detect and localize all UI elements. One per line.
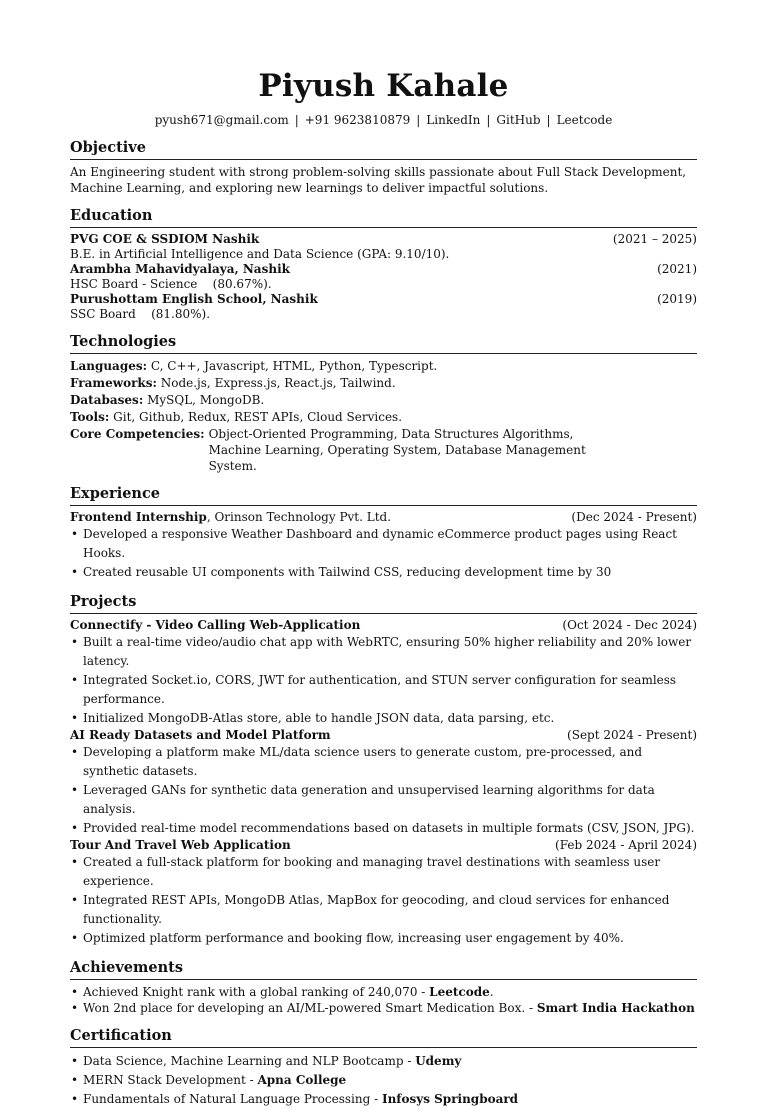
experience-role: Frontend Internship xyxy=(70,510,207,524)
list-item: • Created a full-stack platform for booking and managing travel destinations with seamless user experience. xyxy=(70,853,697,891)
contact-line: pyush671@gmail.com | +91 9623810879 | LinkedIn | GitHub | Leetcode xyxy=(154,113,613,127)
achievements-section xyxy=(70,959,697,1016)
linkedin-link[interactable]: LinkedIn xyxy=(426,113,481,127)
experience-section xyxy=(70,485,697,582)
email-link[interactable]: pyush671@gmail.com xyxy=(154,113,289,127)
section-title: Education xyxy=(70,207,697,228)
list-item: • Developing a platform make ML/data science users to generate custom, pre-processed, and synthetic datasets. xyxy=(70,743,697,781)
list-item: • Leveraged GANs for synthetic data generation and unsupervised learning algorithms for data analysis. xyxy=(70,781,697,819)
list-item: • Integrated Socket.io, CORS, JWT for authentication, and STUN server configuration for seamless performance. xyxy=(70,671,697,709)
project-item xyxy=(70,618,697,728)
project-dates: (Feb 2024 - April 2024) xyxy=(555,838,697,852)
education-dates: (2019) xyxy=(657,292,697,306)
experience-bullets xyxy=(70,525,697,582)
list-item: • Won 2nd place for developing an AI/ML-powered Smart Medication Box. - Smart India Hackathon xyxy=(70,1000,697,1016)
tech-languages: Languages: C, C++, Javascript, HTML, Python, Typescript. xyxy=(70,359,438,373)
project-dates: (Sept 2024 - Present) xyxy=(567,728,697,742)
education-item xyxy=(70,292,697,322)
list-item: • Achieved Knight rank with a global ranking of 240,070 - Leetcode. xyxy=(70,984,697,1000)
section-title: Certification xyxy=(70,1027,697,1048)
education-dates: (2021 – 2025) xyxy=(612,232,697,246)
section-title: Experience xyxy=(70,485,697,506)
education-item xyxy=(70,262,697,292)
projects-section xyxy=(70,593,697,948)
list-item: • Initialized MongoDB-Atlas store, able to handle JSON data, data parsing, etc. xyxy=(70,709,697,728)
school-name: PVG COE & SSDIOM Nashik xyxy=(70,232,260,246)
list-item: • Developed a responsive Weather Dashboard and dynamic eCommerce product pages using React Hooks. xyxy=(70,525,697,563)
tech-tools: Tools: Git, Github, Redux, REST APIs, Cloud Services. xyxy=(70,410,403,424)
project-dates: (Oct 2024 - Dec 2024) xyxy=(562,618,697,632)
tech-core-competencies: Core Competencies: Object-Oriented Programming, Data Structures Algorithms, Machine Learning, Operating System, Database Management System. xyxy=(70,427,586,473)
candidate-name: Piyush Kahale xyxy=(258,68,509,104)
experience-company: , Orinson Technology Pvt. Ltd. xyxy=(206,510,392,524)
tech-databases: Databases: MySQL, MongoDB. xyxy=(70,393,265,407)
objective-text: An Engineering student with strong problem-solving skills passionate about Full Stack Development, Machine Learning, and exploring new learnings to deliver impactful solutions. xyxy=(70,165,687,195)
education-detail: SSC Board (81.80%). xyxy=(70,307,211,321)
project-name: Connectify - Video Calling Web-Application xyxy=(70,618,361,632)
list-item: • Created reusable UI components with Tailwind CSS, reducing development time by 30 xyxy=(70,563,697,582)
project-name: Tour And Travel Web Application xyxy=(70,838,291,852)
list-item: • Integrated REST APIs, MongoDB Atlas, MapBox for geocoding, and cloud services for enhanced functionality. xyxy=(70,891,697,929)
list-item: • Provided real-time model recommendations based on datasets in multiple formats (CSV, JSON, JPG). xyxy=(70,819,697,838)
list-item: • MERN Stack Development - Apna College xyxy=(70,1071,697,1090)
education-detail: B.E. in Artificial Intelligence and Data Science (GPA: 9.10/10). xyxy=(70,247,450,261)
github-link[interactable]: GitHub xyxy=(496,113,541,127)
experience-dates: (Dec 2024 - Present) xyxy=(571,510,697,524)
list-item: • Fundamentals of Natural Language Processing - Infosys Springboard xyxy=(70,1090,697,1109)
list-item: • Built a real-time video/audio chat app with WebRTC, ensuring 50% higher reliability and 20% lower latency. xyxy=(70,633,697,671)
section-title: Objective xyxy=(70,139,697,160)
tech-frameworks: Frameworks: Node.js, Express.js, React.js, Tailwind. xyxy=(70,376,396,390)
education-detail: HSC Board - Science (80.67%). xyxy=(70,277,272,291)
project-item xyxy=(70,838,697,948)
list-item: • Data Science, Machine Learning and NLP Bootcamp - Udemy xyxy=(70,1052,697,1071)
phone-text: +91 9623810879 xyxy=(304,113,411,127)
education-item xyxy=(70,232,697,262)
objective-section xyxy=(70,139,697,196)
education-dates: (2021) xyxy=(657,262,697,276)
school-name: Arambha Mahavidyalaya, Nashik xyxy=(70,262,290,276)
resume-page xyxy=(70,68,697,1109)
education-section xyxy=(70,207,697,322)
section-title: Technologies xyxy=(70,333,697,354)
technologies-section xyxy=(70,333,697,474)
leetcode-link[interactable]: Leetcode xyxy=(556,113,613,127)
list-item: • Optimized platform performance and booking flow, increasing user engagement by 40%. xyxy=(70,929,697,948)
certification-section xyxy=(70,1027,697,1109)
project-name: AI Ready Datasets and Model Platform xyxy=(70,728,331,742)
project-item xyxy=(70,728,697,838)
school-name: Purushottam English School, Nashik xyxy=(70,292,318,306)
experience-header xyxy=(70,510,697,525)
section-title: Achievements xyxy=(70,959,697,980)
section-title: Projects xyxy=(70,593,697,614)
